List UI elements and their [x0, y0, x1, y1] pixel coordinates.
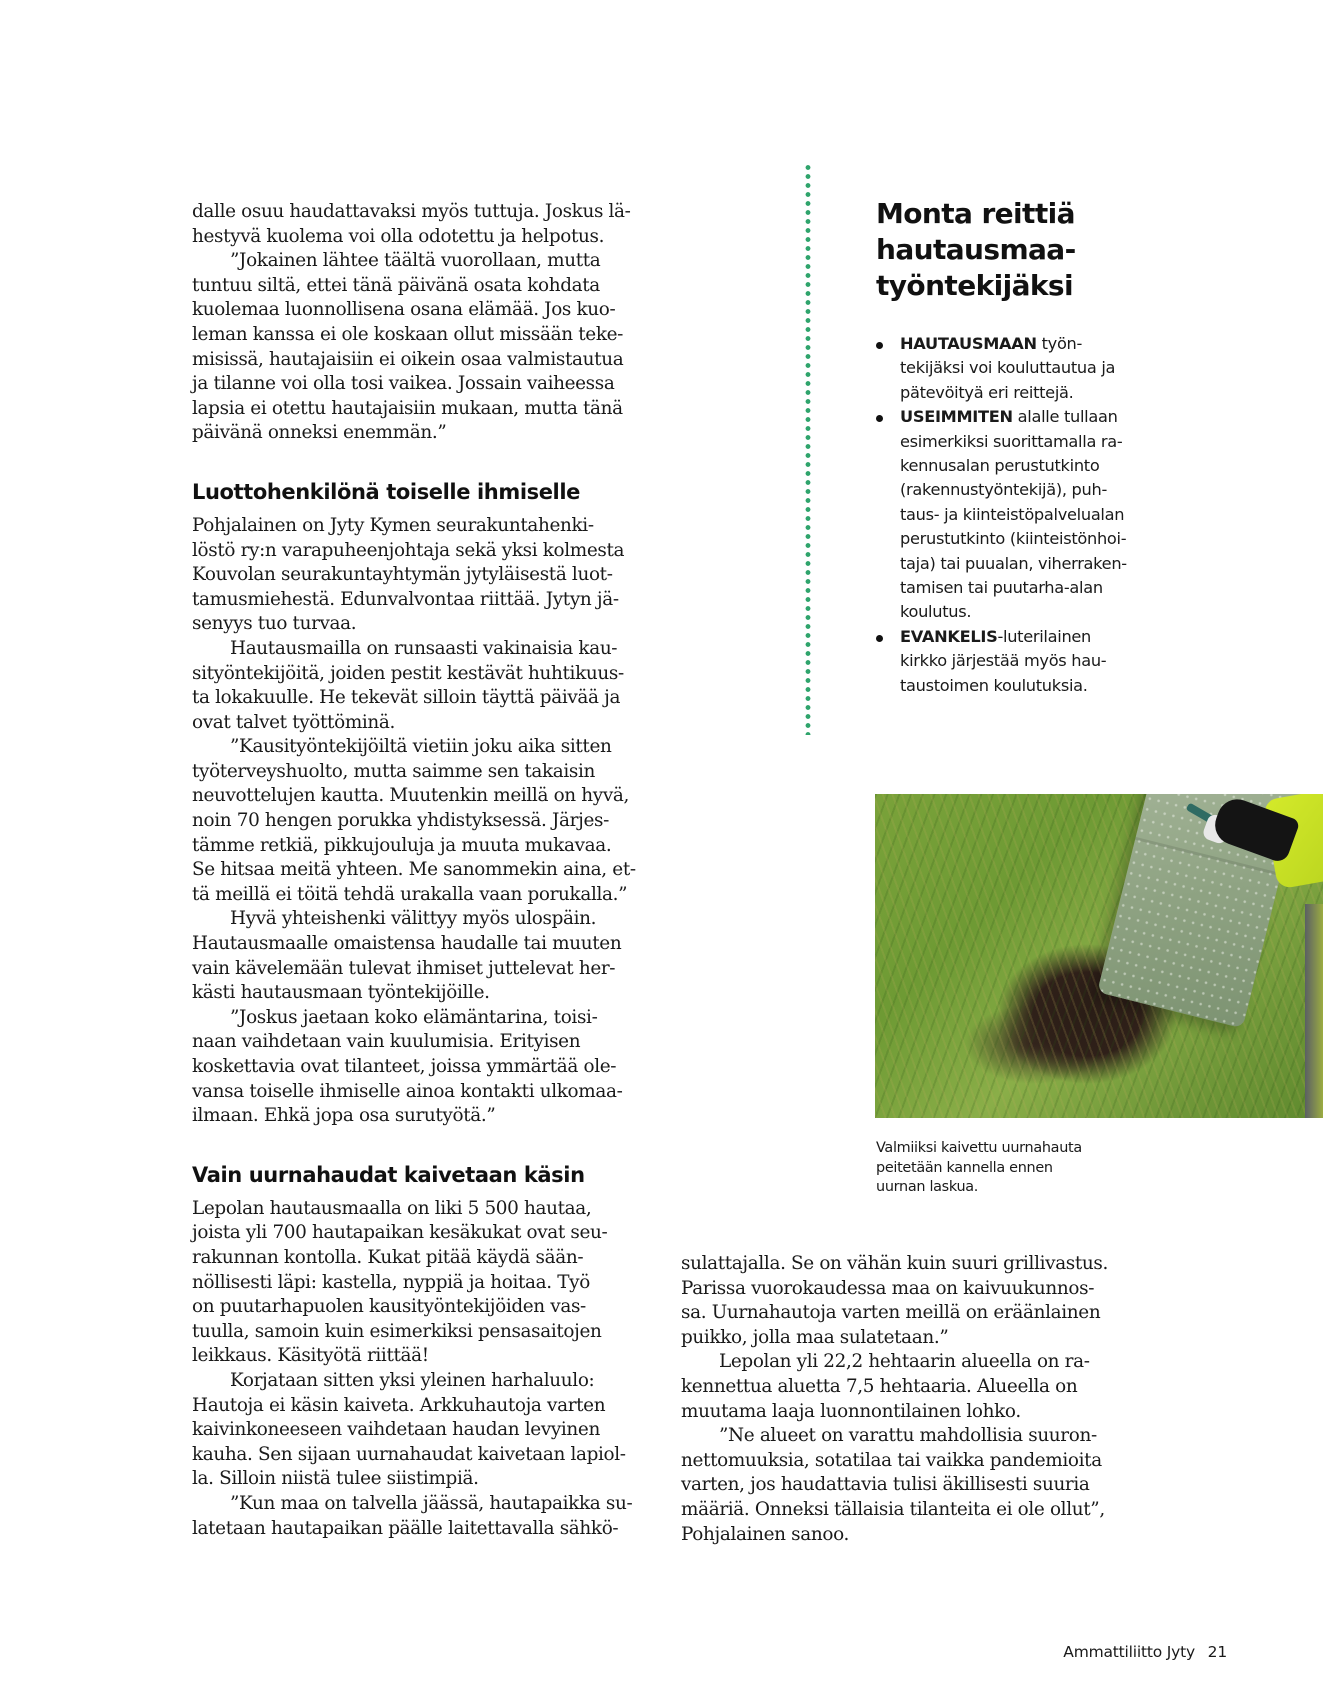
page-footer: [1063, 1643, 1227, 1661]
text-line: kästi hautausmaan työntekijöille.: [192, 982, 490, 1004]
text-line: taja) tai puualan, viherraken-: [900, 553, 1127, 573]
text-line: Hyvä yhteishenki välittyy myös ulospäin.: [230, 908, 597, 930]
text-line: ”Kun maa on talvella jäässä, hautapaikka su-: [230, 1492, 633, 1514]
text-line: Hautausmailla on runsaasti vakinaisia kau-: [230, 637, 618, 659]
text-line: nöllisesti läpi: kastella, nyppiä ja hoitaa. Työ: [192, 1271, 590, 1293]
factbox-keyword: HAUTAUSMAAN: [900, 334, 1037, 353]
article-right-column: [681, 1252, 1143, 1547]
publication-name: Ammattiliitto Jyty: [1063, 1643, 1195, 1661]
text-line: kuolemaa luonnollisena osana elämää. Jos kuo-: [192, 299, 616, 321]
factbox: [876, 196, 1176, 698]
text-line: senyys tuo turvaa.: [192, 613, 357, 635]
worker-leg: [1305, 904, 1323, 1118]
text-line: tekijäksi voi kouluttautua ja: [900, 358, 1116, 378]
text-line: tuulla, samoin kuin esimerkiksi pensasaitojen: [192, 1320, 602, 1342]
text-line: sa. Uurnahautoja varten meillä on eräänlainen: [681, 1302, 1101, 1324]
text-line: muutama laaja luonnontilainen lohko.: [681, 1400, 1021, 1422]
text-line: koulutus.: [900, 602, 972, 622]
text-line: ovat talvet työttöminä.: [192, 711, 396, 733]
text-line: kirkko järjestää myös hau-: [900, 651, 1107, 671]
text-line: on puutarhapuolen kausityöntekijöiden vas-: [192, 1296, 586, 1318]
section1-paragraph-4: [192, 907, 654, 1005]
section2-paragraph-2: [192, 1369, 654, 1492]
text-line: tä meillä ei töitä tehdä urakalla vaan porukalla.”: [192, 883, 628, 905]
section2-paragraph-1: [192, 1197, 654, 1369]
text-line: Hautausmaalle omaistensa haudalle tai muuten: [192, 933, 622, 955]
factbox-keyword: EVANKELIS: [900, 626, 998, 646]
text-fragment: alalle tullaan: [1012, 407, 1118, 427]
factbox-title-line: hautausmaa-: [876, 233, 1076, 266]
text-line: päivänä onneksi enemmän.”: [192, 422, 447, 444]
text-line: naan vaihdetaan vain kuulumisia. Erityisen: [192, 1031, 581, 1053]
text-line: Se hitsaa meitä yhteen. Me sanommekin aina, et-: [192, 859, 636, 881]
text-line: Hautoja ei käsin kaiveta. Arkkuhautoja varten: [192, 1394, 606, 1416]
section1-paragraph-2: [192, 637, 654, 735]
text-line: perustutkinto (kiinteistönhoi-: [900, 529, 1127, 549]
text-fragment: työn-: [1036, 334, 1083, 353]
text-line: tämme retkiä, pikkujouluja ja muuta mukavaa.: [192, 834, 612, 856]
text-line: vansa toiselle ihmiselle ainoa kontakti ulkomaa-: [192, 1080, 623, 1102]
intro-quote-paragraph: [192, 249, 654, 446]
continued-paragraph: [681, 1252, 1143, 1350]
text-line: puikko, jolla maa sulatetaan.”: [681, 1326, 949, 1348]
caption-line: Valmiiksi kaivettu uurnahauta: [876, 1140, 1082, 1156]
text-line: ”Jokainen lähtee täältä vuorollaan, mutta: [230, 250, 601, 272]
factbox-keyword: USEIMMITEN: [900, 407, 1013, 427]
text-line: noin 70 hengen porukka yhdistyksessä. Järjes-: [192, 810, 609, 832]
text-line: latetaan hautapaikan päälle laitettavalla sähkö-: [192, 1517, 619, 1539]
factbox-title-line: Monta reittiä: [876, 197, 1075, 230]
text-line: tamisen tai puutarha-alan: [900, 578, 1103, 598]
text-line: ja tilanne voi olla tosi vaikea. Jossain vaiheessa: [192, 373, 615, 395]
text-line: kennusalan perustutkinto: [900, 456, 1100, 476]
right-paragraph-2: [681, 1350, 1143, 1424]
text-line: lapsia ei otettu hautajaisiin mukaan, mutta tänä: [192, 397, 623, 419]
text-line: nettomuuksia, sotatilaa tai vaikka pandemioita: [681, 1449, 1102, 1471]
text-fragment: -luterilainen: [997, 626, 1092, 646]
text-line: leman kanssa ei ole koskaan ollut missään teke-: [192, 323, 624, 345]
text-line: ilmaan. Ehkä jopa osa surutyötä.”: [192, 1105, 496, 1127]
text-line: ”Ne alueet on varattu mahdollisia suuron-: [719, 1425, 1097, 1447]
text-line: pätevöityä eri reittejä.: [900, 382, 1074, 402]
section-heading-luottohenkilona: Luottohenkilönä toiselle ihmiselle: [192, 479, 580, 504]
text-line: hestyvä kuolema voi olla odotettu ja helpotus.: [192, 225, 605, 247]
factbox-title: [876, 196, 1176, 304]
factbox-list-item: [876, 625, 1176, 698]
text-line: taus- ja kiinteistöpalvelualan: [900, 504, 1125, 524]
caption-line: uurnan laskua.: [876, 1179, 979, 1195]
text-line: tamusmiehestä. Edunvalvontaa riittää. Jytyn jä-: [192, 588, 619, 610]
text-line: la. Silloin niistä tulee siistimpiä.: [192, 1468, 479, 1490]
section1-paragraph-3: [192, 735, 654, 907]
text-line: Parissa vuorokaudessa maa on kaivuukunnos-: [681, 1277, 1095, 1299]
caption-line: peitetään kannella ennen: [876, 1159, 1053, 1176]
bullet-icon: [876, 415, 883, 422]
text-line: kaivinkoneeseen vaihdetaan haudan levyinen: [192, 1419, 600, 1441]
text-line: Korjataan sitten yksi yleinen harhaluulo:: [230, 1369, 595, 1391]
text-line: misissä, hautajaisiin ei oikein osaa valmistautua: [192, 348, 624, 370]
text-line: joista yli 700 hautapaikan kesäkukat ovat seu-: [192, 1222, 608, 1244]
text-line: koskettavia ovat tilanteet, joissa ymmärtää ole-: [192, 1056, 617, 1077]
text-line: ”Joskus jaetaan koko elämäntarina, toisi-: [230, 1006, 598, 1028]
text-line: tuntuu siltä, ettei tänä päivänä osata kohdata: [192, 274, 600, 296]
section1-paragraph-5: [192, 1006, 654, 1129]
text-line: sulattajalla. Se on vähän kuin suuri grillivastus.: [681, 1253, 1109, 1274]
intro-paragraph: [192, 200, 654, 249]
text-line: Pohjalainen sanoo.: [681, 1523, 849, 1545]
article-photo: [875, 794, 1323, 1118]
bullet-icon: [876, 342, 883, 349]
factbox-list: [876, 332, 1176, 698]
text-line: esimerkiksi suorittamalla ra-: [900, 431, 1123, 451]
text-line: Kouvolan seurakuntayhtymän jytyläisestä luot-: [192, 564, 613, 586]
text-line: kennettua aluetta 7,5 hehtaaria. Alueella on: [681, 1375, 1078, 1397]
factbox-list-item: [876, 405, 1176, 625]
text-line: Pohjalainen on Jyty Kymen seurakuntahenki-: [192, 514, 594, 536]
text-line: vain kävelemään tulevat ihmiset juttelevat her-: [192, 957, 616, 979]
section2-paragraph-3: [192, 1492, 654, 1541]
text-line: varten, jos haudattavia tulisi äkillisesti suuria: [681, 1474, 1090, 1496]
bullet-icon: [876, 635, 883, 642]
text-line: taustoimen koulutuksia.: [900, 675, 1088, 695]
text-line: määriä. Onneksi tällaisia tilanteita ei ole ollut”,: [681, 1498, 1105, 1520]
text-line: neuvottelujen kautta. Muutenkin meillä on hyvä,: [192, 785, 629, 807]
text-line: sityöntekijöitä, joiden pestit kestävät huhtikuus-: [192, 662, 624, 684]
section1-paragraph-1: [192, 514, 654, 637]
text-line: Lepolan hautausmaalla on liki 5 500 hautaa,: [192, 1197, 592, 1219]
text-line: ”Kausityöntekijöiltä vietiin joku aika sitten: [230, 736, 612, 758]
dotted-divider: [805, 163, 811, 735]
text-line: työterveyshuolto, mutta saimme sen takaisin: [192, 760, 596, 782]
section-heading-uurnahaudat: Vain uurnahaudat kaivetaan käsin: [192, 1162, 585, 1187]
page-number: 21: [1207, 1643, 1227, 1661]
photo-caption: [876, 1139, 1136, 1198]
text-line: dalle osuu haudattavaksi myös tuttuja. Joskus lä-: [192, 201, 631, 222]
text-line: Lepolan yli 22,2 hehtaarin alueella on ra-: [719, 1351, 1090, 1373]
article-left-column: [192, 200, 654, 1541]
text-line: rakunnan kontolla. Kukat pitää käydä sään-: [192, 1246, 584, 1268]
factbox-list-item: [876, 332, 1176, 405]
text-line: (rakennustyöntekijä), puh-: [900, 480, 1107, 500]
right-paragraph-3: [681, 1424, 1143, 1547]
text-line: löstö ry:n varapuheenjohtaja sekä yksi kolmesta: [192, 539, 625, 561]
text-line: kauha. Sen sijaan uurnahaudat kaivetaan lapiol-: [192, 1443, 626, 1465]
factbox-title-line: työntekijäksi: [876, 269, 1073, 302]
text-line: ta lokakuulle. He tekevät silloin täyttä päivää ja: [192, 687, 621, 709]
text-line: leikkaus. Käsityötä riittää!: [192, 1345, 429, 1367]
